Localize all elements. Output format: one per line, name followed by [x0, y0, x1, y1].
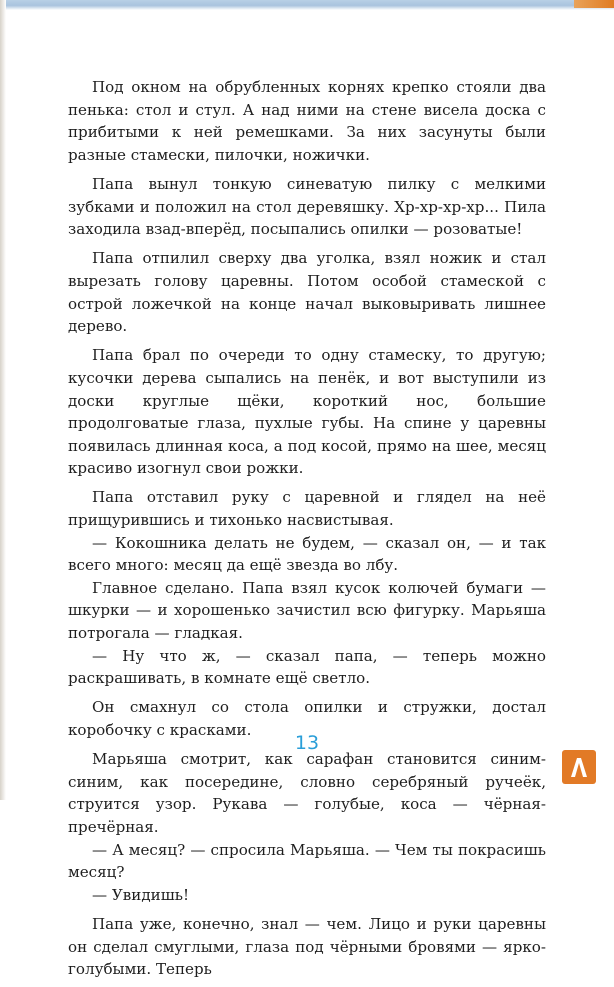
paragraph: Под окном на обрубленных корнях крепко стояли два пенька: стол и стул. А над ними на стене висела доска с прибитыми к ней ремешками. За них засунуты были разные стамески, пилочки, ножички. [68, 78, 546, 164]
page-gutter-shadow [0, 0, 6, 800]
paragraph: Он смахнул со стола опилки и стружки, достал коробочку с красками. [68, 698, 546, 739]
paragraph: Папа вынул тонкую синеватую пилку с мелкими зубками и положил на стол деревяшку. Хр-хр-хр-хр... Пила заходила взад-вперёд, посыпались опилки — розоватые! [68, 174, 546, 239]
paragraph: Папа брал по очереди то одну стамеску, то другую; кусочки дерева сыпались на пенёк, и вот выступили из доски круглые щёки, короткий нос, большие продолговатые глаза, пухлые губы. На спине у царевны появилась длинная коса, а под косой, прямо на шее, месяц красиво изогнул свои рожки. [68, 346, 546, 478]
paragraph: — Ну что ж, — сказал папа, — теперь можно раскрашивать, в комнате ещё светло. [68, 646, 546, 688]
labirint-logo-icon [562, 750, 596, 784]
paragraph: Главное сделано. Папа взял кусок колючей бумаги — шкурки — и хорошенько зачистил всю фигурку. Марьяша потрогала — гладкая. [68, 578, 546, 643]
top-edge-band [0, 0, 614, 10]
paragraph: — Кокошника делать не будем, — сказал он, — и так всего много: месяц да ещё звезда во лбу. [68, 533, 546, 575]
page-number: 13 [294, 732, 320, 754]
paragraph: Марьяша смотрит, как сарафан становится синим-синим, как посередине, словно серебряный ручеёк, струится узор. Рукава — голубые, коса — чёрная-пречёрная. [68, 750, 546, 836]
top-edge-accent [574, 0, 614, 8]
paragraph: Папа отставил руку с царевной и глядел на неё прищурившись и тихонько насвистывая. [68, 488, 546, 530]
paragraph: — А месяц? — спросила Марьяша. — Чем ты покрасишь месяц? [68, 840, 546, 882]
labirint-logo-glyph [568, 755, 590, 779]
paragraph: Папа отпилил сверху два уголка, взял ножик и стал вырезать голову царевны. Потом особой стамеской с острой ложечкой на конце начал выковыривать лишнее дерево. [68, 249, 546, 336]
paragraph: — Увидишь! [92, 885, 190, 904]
page-body-text [68, 76, 546, 987]
paragraph: Папа уже, конечно, знал — чем. Лицо и руки царевны он сделал смуглыми, глаза под чёрными бровями — ярко-голубыми. Теперь [68, 914, 546, 979]
